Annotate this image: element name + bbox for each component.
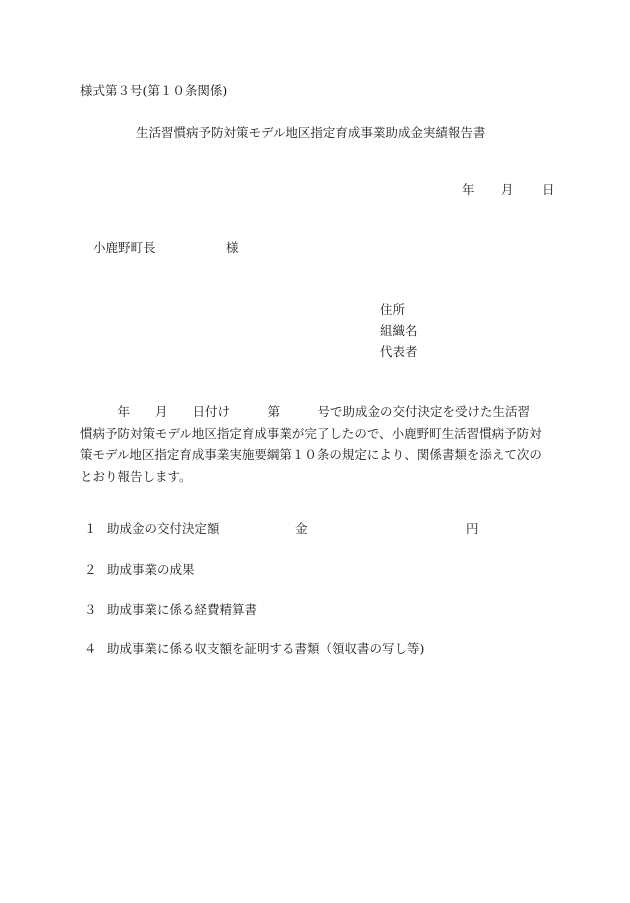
item-label-project-results: 助成事業の成果 [107, 562, 195, 577]
item-number-4: ４ [84, 641, 97, 656]
addressee-honorific: 様 [226, 240, 239, 255]
item-label-expense-statement: 助成事業に係る経費精算書 [107, 602, 258, 617]
item-label-grant-amount: 助成金の交付決定額 [107, 521, 220, 536]
form-number: 様式第３号(第１０条関係) [80, 83, 228, 98]
date-month-label: 月 [501, 182, 514, 197]
amount-prefix: 金 [295, 521, 308, 536]
applicant-representative-label: 代表者 [380, 344, 418, 359]
applicant-organization-label: 組織名 [380, 323, 418, 338]
amount-unit: 円 [466, 521, 479, 536]
item-number-1: １ [84, 521, 97, 536]
addressee-name: 小鹿野町長 [93, 240, 156, 255]
item-label-proof-documents: 助成事業に係る収支額を証明する書類（領収書の写し等) [107, 641, 425, 656]
date-day-label: 日 [542, 182, 555, 197]
applicant-address-label: 住所 [380, 302, 406, 317]
item-number-2: ２ [84, 562, 97, 577]
document-title: 生活習慣病予防対策モデル地区指定育成事業助成金実績報告書 [136, 125, 486, 140]
report-body-paragraph: 年 月 日付け 第 号で助成金の交付決定を受けた生活習 慣病予防対策モデル地区指定育成事業が完了したので、小鹿野町生活習慣病予防対 策モデル地区指定育成事業実施要綱第１０条の規定により、関係書類を添えて次の とおり報告します。 [80, 404, 542, 484]
item-number-3: ３ [84, 602, 97, 617]
date-year-label: 年 [462, 182, 475, 197]
